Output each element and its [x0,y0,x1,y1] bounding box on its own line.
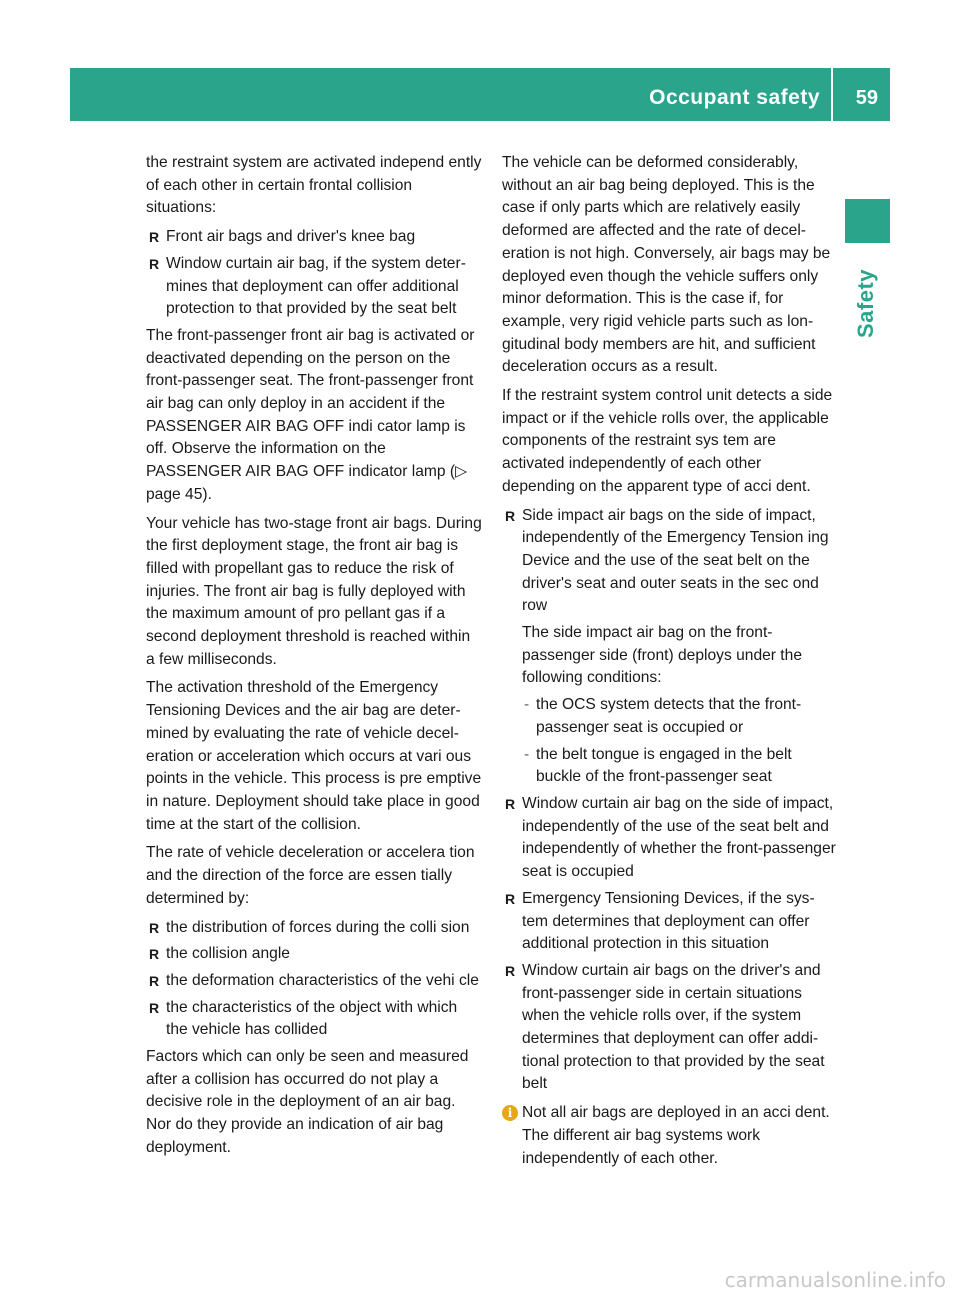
list-item: R the distribution of forces during the colli sion [146,917,482,940]
left-column [146,152,482,1166]
info-text: Not all air bags are deployed in an acci dent. The different air bag systems work independently of each other. [522,1104,830,1167]
sub-list-item: - the OCS system detects that the front-passenger seat is occupied or [502,694,838,739]
paragraph: the restraint system are activated independ ently of each other in certain frontal collision situations: [146,154,482,217]
paragraph: The activation threshold of the Emergency Tensioning Devices and the air bag are deter mined by evaluating the rate of vehicle decel eration or acceleration which occurs at vari ous points in the vehicle. This process is pre emptive in nature. Deployment should take place in good time at the start of the collision. [146,679,482,833]
page-number: 59 [855,87,878,109]
paragraph: The front-passenger front air bag is activated or deactivated depending on the person on the front-passenger seat. The front-passenger front air bag can only deploy in an accident if the PASSENGER AIR BAG OFF indi cator lamp is off. Observe the information on the PASSENGER AIR BAG OFF indicator lamp (▷ page 45). [146,326,475,503]
sub-list-item: - the belt tongue is engaged in the belt buckle of the front-passenger seat [502,744,838,789]
paragraph: The rate of vehicle deceleration or accelera tion and the direction of the force are essen tially determined by: [146,844,475,907]
list-item: R the characteristics of the object with which the vehicle has collided [146,997,482,1042]
side-tab-marker [845,199,890,243]
paragraph: Your vehicle has two-stage front air bags. During the first deployment stage, the front air bag is filled with propellant gas to reduce the risk of injuries. The front air bag is fully deployed with the maximum amount of pro pellant gas if a second deployment threshold is reached within a few milliseconds. [146,514,482,668]
header-divider [831,68,833,121]
paragraph: If the restraint system control unit detects a side impact or if the vehicle rolls over, the applicable components of the restraint sys tem are activated independently of each other depending on the apparent type of acci dent. [502,387,833,495]
right-column [502,152,838,1170]
section-title: Occupant safety [649,86,820,109]
info-note [502,1102,838,1170]
page-ref-arrow-icon: ▷ [455,463,471,481]
list-item: R Front air bags and driver's knee bag [146,226,482,249]
info-icon: i [502,1105,518,1121]
watermark: carmanualsonline.info [724,1268,946,1292]
list-item: R Emergency Tensioning Devices, if the sys tem determines that deployment can offer additional protection in this situation [502,888,838,956]
paragraph: The vehicle can be deformed considerably, without an air bag being deployed. This is the case if only parts which are relatively easily deformed are affected and the rate of decel eration is not high. Conversely, air bags may be deployed even though the vehicle suffers only minor deformation. This is the case if, for example, very rigid vehicle parts such as lon gitudinal body members are hit, and sufficient deceleration occurs as a result. [502,154,831,376]
list-item: R Window curtain air bag, if the system deter mines that deployment can offer additional protection to that provided by the seat belt [146,253,482,321]
page-ref-link[interactable]: page 45 [146,485,203,503]
list-item: R Side impact air bags on the side of impact, independently of the Emergency Tension ing Device and the use of the seat belt on the driver's seat and outer seats in the sec ond row [502,505,838,619]
list-item-subtext: The side impact air bag on the front-passenger side (front) deploys under the following conditions: [522,624,802,687]
list-item: R the collision angle [146,943,482,966]
list-item: R Window curtain air bags on the driver's and front-passenger side in certain situations when the vehicle rolls over, if the system determines that deployment can offer addi tional protection to that provided by the seat belt [502,960,838,1096]
list-item: R the deformation characteristics of the vehi cle [146,970,482,993]
paragraph: Factors which can only be seen and measured after a collision has occurred do not play a decisive role in the deployment of an air bag. Nor do they provide an indication of air bag deployment. [146,1048,469,1156]
side-tab-label: Safety [853,268,878,338]
list-item: R Window curtain air bag on the side of impact, independently of the use of the seat belt and independently of whether the front-passenger seat is occupied [502,793,838,884]
header-bar [70,68,890,121]
